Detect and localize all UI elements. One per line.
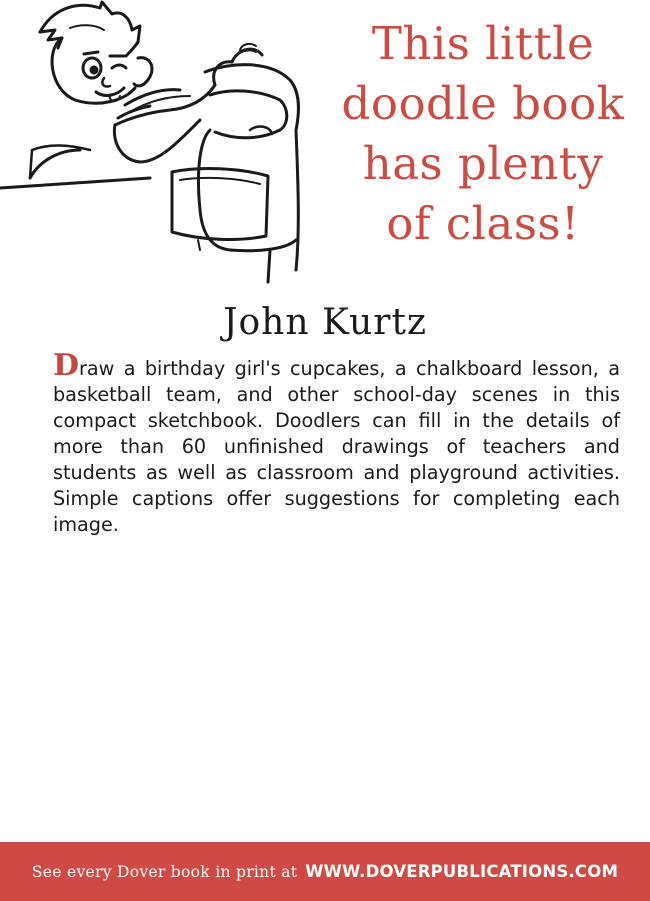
- footer-text: See every Dover book in print at: [31, 862, 298, 881]
- tagline: [318, 14, 648, 254]
- tagline-line-1: This little: [371, 17, 595, 70]
- footer-banner: [0, 842, 650, 901]
- book-description: [53, 348, 620, 538]
- description-body: raw a birthday girl's cupcakes, a chalkboard lesson, a basketball team, and other school-day scenes in this compact sketchbook. Doodlers can fill in the details of more than 60 unfinished drawings of teachers and students as well as classroom and playground activities. Simple captions offer suggestions for completing each image.: [53, 357, 620, 536]
- tagline-line-3: has plenty: [362, 137, 604, 190]
- author-name: John Kurtz: [223, 302, 427, 343]
- boy-with-backpack-illustration: [0, 0, 320, 290]
- drop-cap: D: [53, 348, 80, 383]
- tagline-line-4: of class!: [386, 197, 580, 250]
- tagline-line-2: doodle book: [341, 77, 625, 130]
- footer-url-link[interactable]: WWW.DOVERPUBLICATIONS.COM: [305, 862, 619, 881]
